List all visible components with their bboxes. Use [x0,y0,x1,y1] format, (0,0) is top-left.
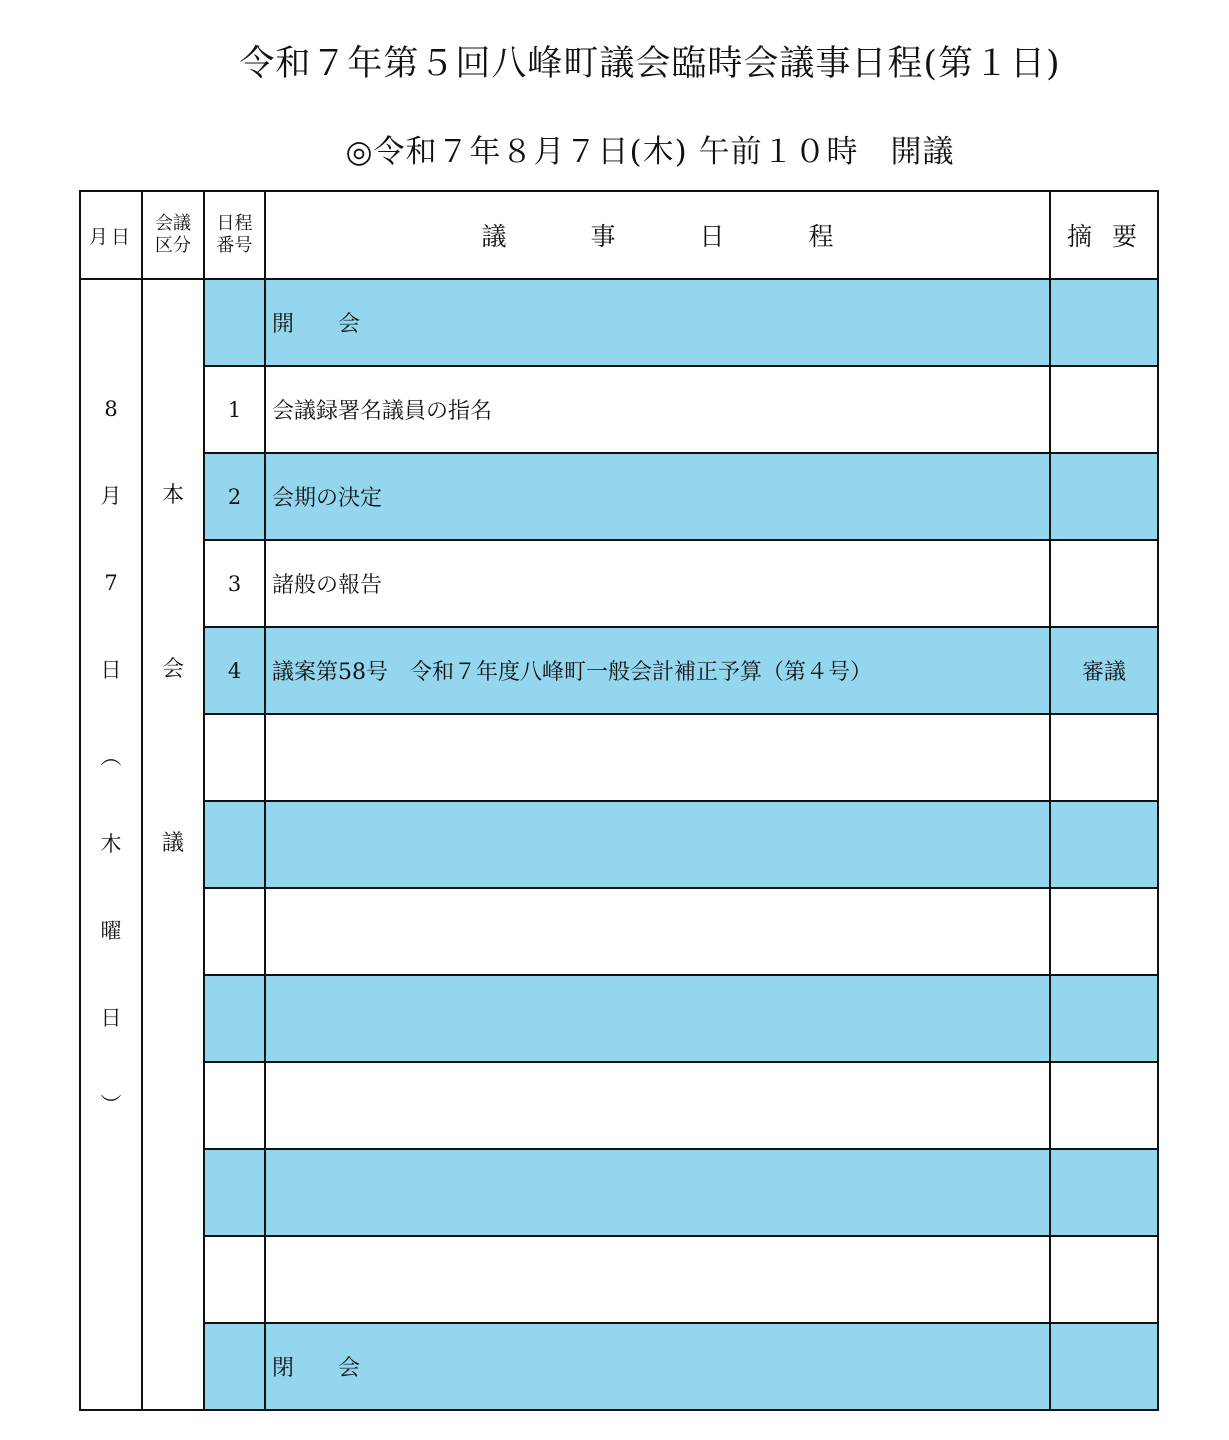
agenda-item: 会期の決定 [265,453,1050,540]
item-note [1050,453,1158,540]
item-note [1050,1062,1158,1149]
session-type-column [142,279,204,1410]
date-char: 日 [100,1006,122,1030]
header-date: 月日 [80,191,142,279]
table-row [80,1323,1158,1410]
item-number [204,888,265,975]
table-row [80,453,1158,540]
table-row [80,888,1158,975]
header-agenda-char: 議 [481,222,507,251]
header-agenda-char: 事 [590,222,616,251]
session-type-char: 会 [161,657,184,682]
header-session-type [142,191,204,279]
date-char: 木 [100,832,122,856]
item-note [1050,1236,1158,1323]
agenda-item: 諸般の報告 [265,540,1050,627]
item-note [1050,975,1158,1062]
header-agenda-char: 日 [699,222,725,251]
date-column [80,279,142,1410]
header-number-line1: 日程 [216,213,253,234]
item-number [204,975,265,1062]
item-note [1050,714,1158,801]
date-char: 8 [104,397,118,421]
item-note [1050,1323,1158,1410]
item-note [1050,888,1158,975]
header-agenda [265,191,1050,279]
header-session-type-line1: 会議 [155,213,191,234]
agenda-item: 開 会 [265,279,1050,366]
item-note [1050,279,1158,366]
item-number: 3 [204,540,265,627]
agenda-item: 閉 会 [265,1323,1050,1410]
header-agenda-char: 程 [808,222,834,251]
item-number [204,714,265,801]
header-note: 摘要 [1050,191,1158,279]
meeting-datetime: ◎令和７年８月７日(木) 午前１０時 開議 [345,134,955,170]
item-number: 2 [204,453,265,540]
item-number [204,279,265,366]
item-number [204,801,265,888]
agenda-item: 会議録署名議員の指名 [265,366,1050,453]
page-title: 令和７年第５回八峰町議会臨時会議事日程(第１日) [239,44,1061,84]
item-number [204,1149,265,1236]
table-row [80,801,1158,888]
item-number [204,1323,265,1410]
date-char: ︵ [100,745,122,769]
agenda-item [265,888,1050,975]
agenda-item [265,714,1050,801]
header-number-line2: 番号 [216,235,253,256]
agenda-item [265,1236,1050,1323]
table-header-row [80,191,1158,279]
session-type-char: 議 [161,831,184,856]
agenda-item [265,975,1050,1062]
item-number: 4 [204,627,265,714]
date-char: 日 [100,658,122,682]
item-number [204,1062,265,1149]
agenda-item [265,1149,1050,1236]
item-note [1050,540,1158,627]
table-row [80,975,1158,1062]
table-row [80,1236,1158,1323]
session-type-char: 本 [161,483,184,508]
item-number: 1 [204,366,265,453]
table-row [80,714,1158,801]
table-row [80,540,1158,627]
table-row [80,1149,1158,1236]
agenda-item: 議案第58号 令和７年度八峰町一般会計補正予算（第４号） [265,627,1050,714]
item-note [1050,1149,1158,1236]
date-char: 月 [100,484,122,508]
header-session-type-line2: 区分 [155,235,191,256]
date-char: 7 [104,571,118,595]
item-note: 審議 [1050,627,1158,714]
agenda-item [265,1062,1050,1149]
table-row [80,627,1158,714]
item-number [204,1236,265,1323]
agenda-table [79,190,1159,1411]
table-row [80,1062,1158,1149]
table-row [80,366,1158,453]
item-note [1050,366,1158,453]
header-number [204,191,265,279]
date-char: 曜 [100,919,122,943]
table-row [80,279,1158,366]
date-char: ︶ [100,1093,122,1117]
agenda-item [265,801,1050,888]
item-note [1050,801,1158,888]
